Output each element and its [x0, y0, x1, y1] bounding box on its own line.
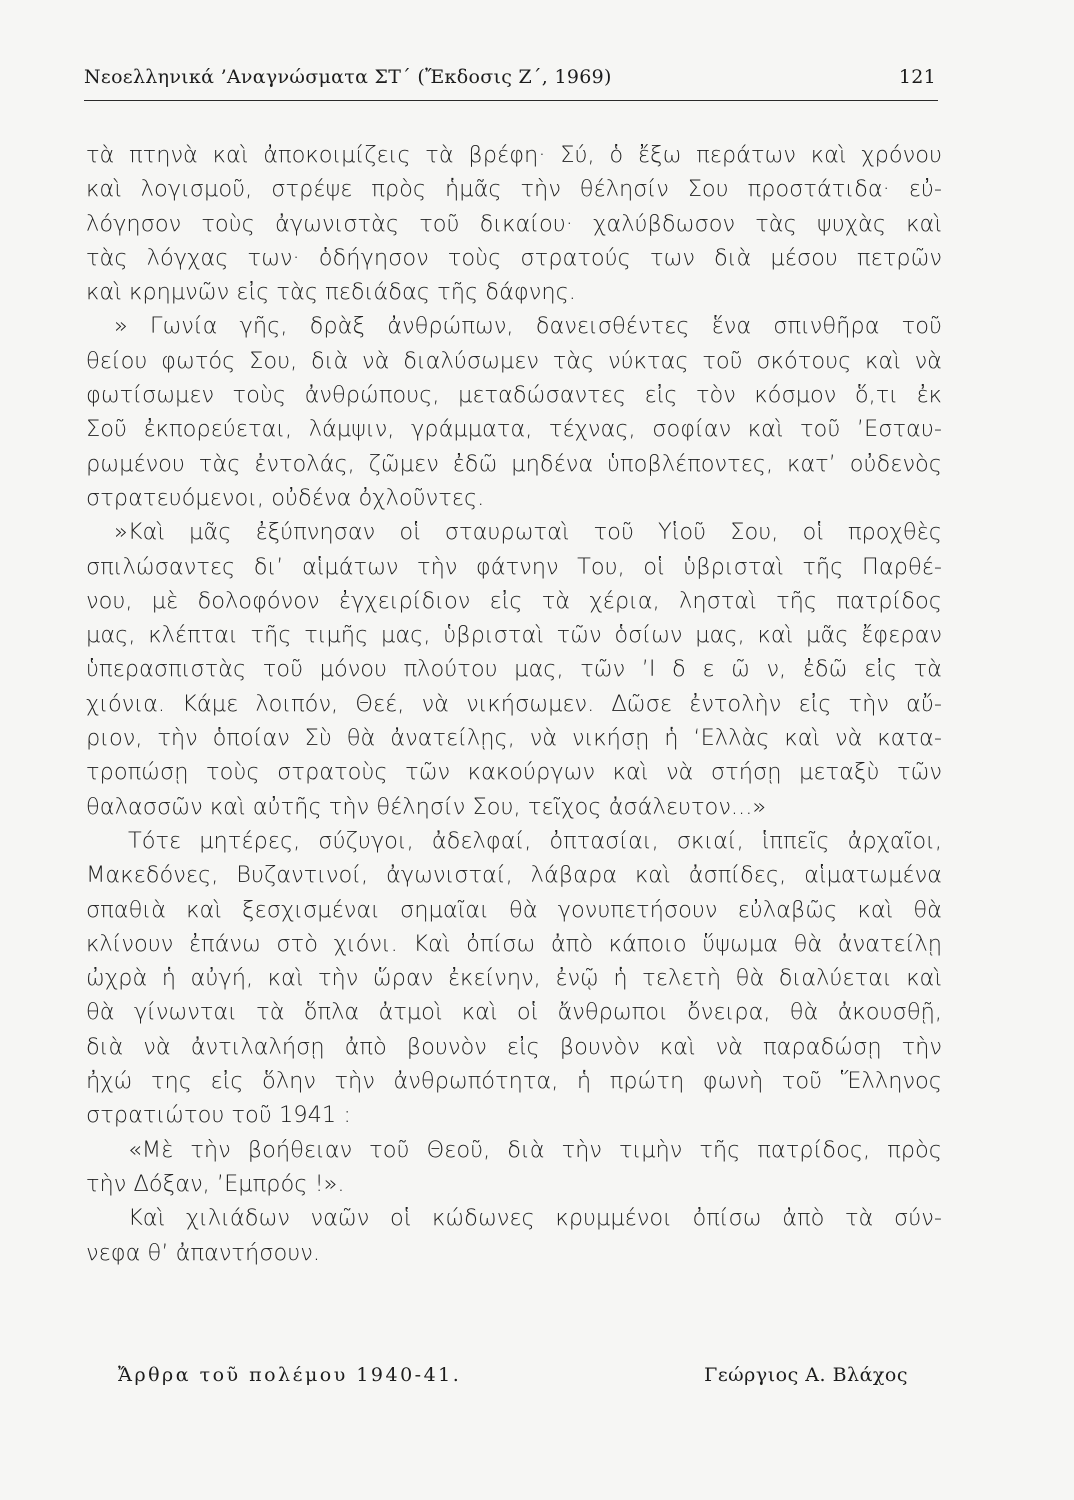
text-line: Τότε μητέρες, σύζυγοι, ἀδελφαί, ὀπτασίαι, σκιαί, ἱππεῖς ἀρχαῖοι,	[128, 827, 942, 854]
text-line: θαλασσῶν καὶ αὐτῆς τὴν θέλησίν Σου, τεῖχος ἀσάλευτον...»	[86, 793, 767, 820]
text-line: διὰ νὰ ἀντιλαλήσῃ ἀπὸ βουνὸν εἰς βουνὸν καὶ νὰ παραδώσῃ τὴν	[86, 1033, 942, 1060]
text-line: Σοῦ ἐκπορεύεται, λάμψιν, γράμματα, τέχνας, σοφίαν καὶ τοῦ ’Εσταυ-	[86, 416, 942, 443]
text-line: κλίνουν ἐπάνω στὸ χιόνι. Καὶ ὀπίσω ἀπὸ κάποιο ὕψωμα θὰ ἀνατείλῃ	[86, 930, 942, 957]
text-line: καὶ κρημνῶν εἰς τὰς πεδιάδας τῆς δάφνης.	[86, 279, 576, 306]
text-line: φωτίσωμεν τοὺς ἀνθρώπους, μεταδώσαντες εἰς τὸν κόσμον ὅ,τι ἐκ	[86, 382, 942, 409]
text-line: ὑπερασπιστὰς τοῦ μόνου πλούτου μας, τῶν ’Ι δ ε ῶ ν, ἐδῶ εἰς τὰ	[86, 656, 942, 683]
text-line: σπιλώσαντες δι’ αἱμάτων τὴν φάτνην Του, οἱ ὑβρισταὶ τῆς Παρθέ-	[86, 553, 942, 580]
attribution	[118, 1364, 908, 1398]
source-citation: Ἄρθρα τοῦ πολέμου 1940-41.	[118, 1364, 462, 1386]
text-line: Μακεδόνες, Βυζαντινοί, ἀγωνισταί, λάβαρα καὶ ἀσπίδες, αἱματωμένα	[86, 862, 942, 889]
text-line: »Καὶ μᾶς ἐξύπνησαν οἱ σταυρωταὶ τοῦ Υἱοῦ Σου, οἱ προχθὲς	[114, 519, 942, 546]
text-line: νου, μὲ δολοφόνον ἐγχειρίδιον εἰς τὰ χέρια, λησταὶ τῆς πατρίδος	[86, 587, 942, 614]
text-line: Καὶ χιλιάδων ναῶν οἱ κώδωνες κρυμμένοι ὀπίσω ἀπὸ τὰ σύν-	[128, 1205, 942, 1232]
text-line: σπαθιὰ καὶ ξεσχισμέναι σημαῖαι θὰ γονυπετήσουν εὐλαβῶς καὶ θὰ	[86, 896, 942, 923]
text-line: νεφα θ’ ἀπαντήσουν.	[86, 1239, 320, 1266]
text-line: τὰ πτηνὰ καὶ ἀποκοιμίζεις τὰ βρέφη· Σύ, ὁ ἔξω περάτων καὶ χρόνου	[86, 142, 942, 168]
text-line: θείου φωτός Σου, διὰ νὰ διαλύσωμεν τὰς νύκτας τοῦ σκότους καὶ νὰ	[86, 347, 942, 374]
text-body	[86, 138, 942, 1270]
text-line: ριον, τὴν ὁποίαν Σὺ θὰ ἀνατείλῃς, νὰ νικήσῃ ἡ ‘Ελλὰς καὶ νὰ κατα-	[86, 725, 942, 752]
text-line: τὰς λόγχας των· ὁδήγησον τοὺς στρατούς των διὰ μέσου πετρῶν	[86, 244, 942, 271]
text-line: θὰ γίνωνται τὰ ὅπλα ἀτμοὶ καὶ οἱ ἄνθρωποι ὄνειρα, θὰ ἀκουσθῇ,	[86, 999, 942, 1026]
text-line: » Γωνία γῆς, δρὰξ ἀνθρώπων, δανεισθέντες ἕνα σπινθῆρα τοῦ	[114, 313, 942, 340]
text-line: ρωμένου τὰς ἐντολάς, ζῶμεν ἐδῶ μηδένα ὑποβλέποντες, κατ’ οὐδενὸς	[86, 450, 942, 477]
text-line: χιόνια. Κάμε λοιπόν, Θεέ, νὰ νικήσωμεν. Δῶσε ἐντολὴν εἰς τὴν αὔ-	[86, 690, 942, 717]
text-line: στρατευόμενοι, οὐδένα ὀχλοῦντες.	[86, 484, 485, 511]
text-line: λόγησον τοὺς ἀγωνιστὰς τοῦ δικαίου· χαλύβδωσον τὰς ψυχὰς καὶ	[86, 210, 942, 237]
running-header	[84, 66, 938, 100]
text-line: ἠχώ της εἰς ὅλην τὴν ἀνθρωπότητα, ἡ πρώτη φωνὴ τοῦ Ἕλληνος	[86, 1068, 942, 1095]
text-line: «Μὲ τὴν βοήθειαν τοῦ Θεοῦ, διὰ τὴν τιμὴν τῆς πατρίδος, πρὸς	[128, 1136, 942, 1163]
text-line: τὴν Δόξαν, ’Εμπρός !».	[86, 1170, 345, 1197]
page-number: 121	[898, 66, 936, 88]
text-line: στρατιώτου τοῦ 1941 :	[86, 1102, 351, 1129]
text-line: τροπώσῃ τοὺς στρατοὺς τῶν κακούργων καὶ νὰ στήσῃ μεταξὺ τῶν	[86, 759, 942, 786]
text-line: μας, κλέπται τῆς τιμῆς μας, ὑβρισταὶ τῶν ὁσίων μας, καὶ μᾶς ἔφεραν	[86, 622, 942, 649]
text-line: καὶ λογισμοῦ, στρέψε πρὸς ἡμᾶς τὴν θέλησίν Σου προστάτιδα· εὐ-	[86, 176, 942, 203]
text-line: ὠχρὰ ἡ αὐγή, καὶ τὴν ὥραν ἐκείνην, ἐνῷ ἡ τελετὴ θὰ διαλύεται καὶ	[86, 965, 942, 992]
book-title: Νεοελληνικά ’Αναγνώσματα ΣΤ΄ (Ἔκδοσις Ζ΄, 1969)	[84, 66, 612, 88]
author-name: Γεώργιος Α. Βλάχος	[704, 1364, 908, 1386]
header-rule	[84, 100, 938, 101]
